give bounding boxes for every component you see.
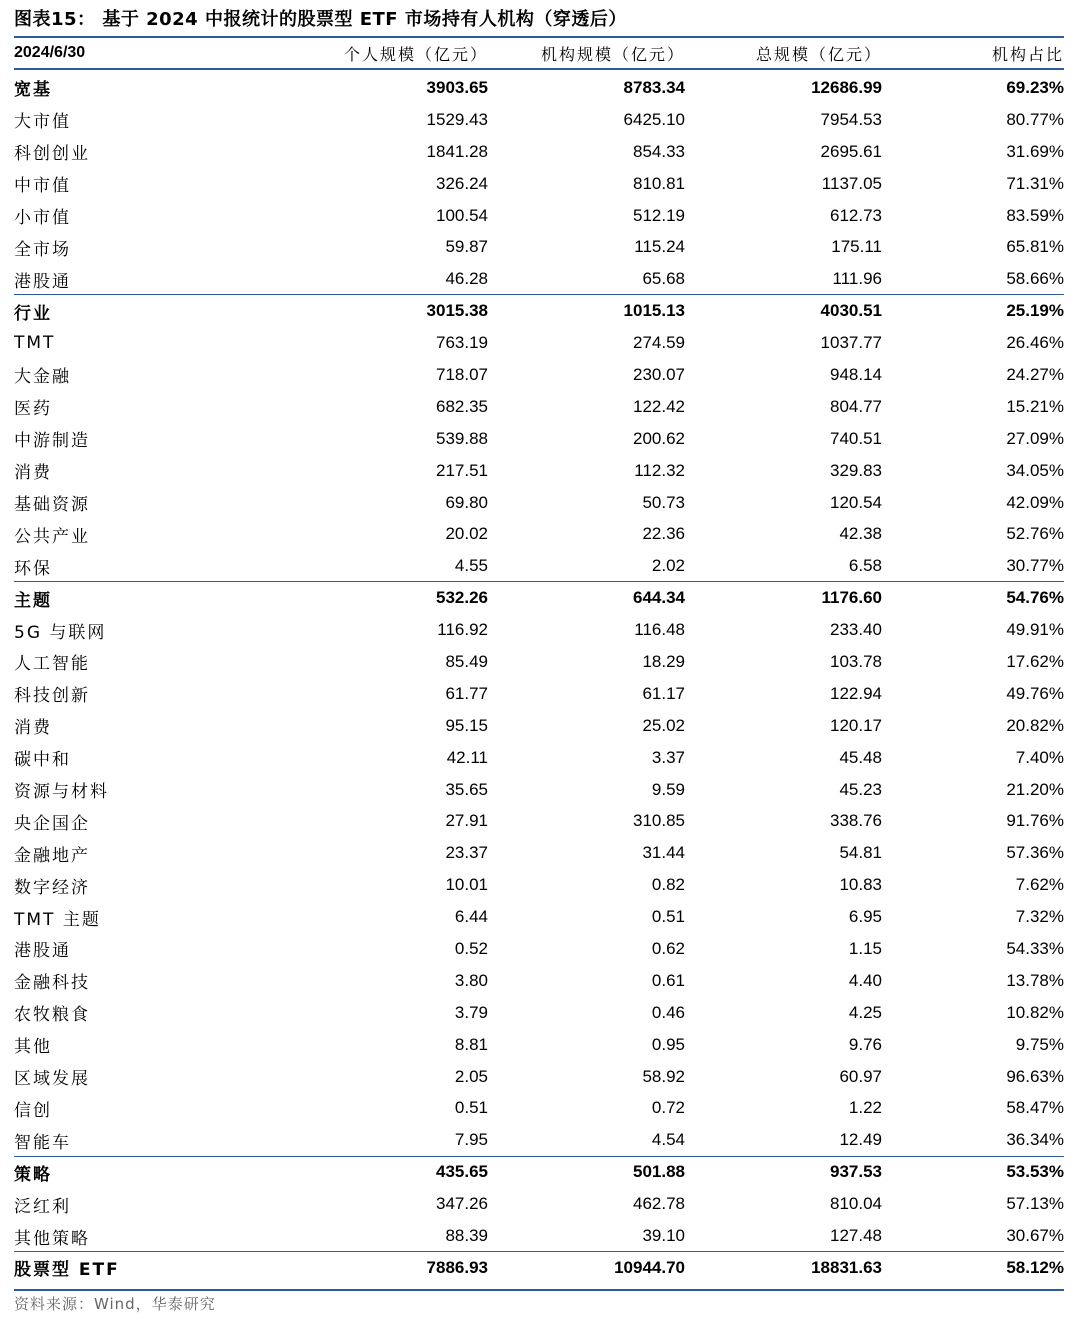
table-row [14, 1124, 1064, 1156]
section-rule [14, 294, 1064, 295]
cell-ratio: 42.09% [1006, 492, 1064, 512]
section-row [14, 1252, 1064, 1284]
cell-individual: 0.52 [454, 938, 488, 958]
cell-total: 2695.61 [820, 141, 882, 161]
cell-institution: 854.33 [633, 141, 685, 161]
cell-individual: 23.37 [445, 843, 488, 863]
row-name: 宽基 [14, 80, 52, 101]
row-name: 大金融 [14, 367, 71, 388]
table-row [14, 805, 1064, 837]
cell-individual: 116.92 [437, 620, 488, 640]
table-row [14, 742, 1064, 774]
row-name: 全市场 [14, 239, 71, 260]
cell-institution: 512.19 [633, 205, 685, 225]
row-name: TMT 主题 [14, 909, 101, 930]
cell-individual: 7.95 [454, 1130, 488, 1150]
cell-institution: 8783.34 [623, 77, 685, 97]
cell-individual: 682.35 [436, 396, 488, 416]
cell-ratio: 34.05% [1006, 460, 1064, 480]
row-name: 信创 [14, 1100, 52, 1121]
cell-ratio: 57.13% [1006, 1194, 1064, 1214]
cell-total: 6.95 [848, 907, 882, 927]
cell-individual: 46.28 [445, 269, 488, 289]
cell-total: 4.40 [848, 970, 882, 990]
cell-institution: 0.72 [651, 1098, 685, 1118]
cell-total: 45.48 [839, 747, 882, 767]
cell-individual: 539.88 [436, 428, 488, 448]
table-row [14, 136, 1064, 168]
row-name: 农牧粮食 [14, 1005, 90, 1026]
cell-ratio: 26.46% [1006, 333, 1064, 353]
cell-ratio: 71.31% [1006, 173, 1064, 193]
row-name: 策略 [14, 1164, 52, 1185]
table-row [14, 1188, 1064, 1220]
cell-institution: 0.82 [651, 875, 685, 895]
cell-institution: 10944.70 [614, 1257, 685, 1277]
cell-ratio: 7.40% [1015, 747, 1064, 767]
cell-individual: 763.19 [436, 333, 488, 353]
header-ratio: 机构占比 [991, 44, 1064, 64]
cell-ratio: 96.63% [1006, 1066, 1064, 1086]
cell-individual: 42.11 [446, 747, 488, 767]
row-name: TMT [14, 333, 56, 354]
cell-total: 12686.99 [811, 77, 882, 97]
table-row [14, 774, 1064, 806]
cell-institution: 58.92 [642, 1066, 685, 1086]
cell-total: 1037.77 [820, 333, 882, 353]
cell-ratio: 27.09% [1006, 428, 1064, 448]
row-name: 港股通 [14, 271, 71, 292]
cell-institution: 112.32 [634, 460, 685, 480]
table-row [14, 965, 1064, 997]
table-row [14, 327, 1064, 359]
cell-total: 6.58 [848, 556, 882, 576]
table-row [14, 391, 1064, 423]
cell-total: 740.51 [830, 428, 882, 448]
cell-total: 10.83 [839, 875, 882, 895]
cell-individual: 61.77 [445, 683, 488, 703]
cell-ratio: 58.47% [1006, 1098, 1064, 1118]
cell-total: 810.04 [830, 1194, 882, 1214]
cell-individual: 8.81 [454, 1034, 488, 1054]
table-row [14, 869, 1064, 901]
cell-total: 937.53 [830, 1162, 882, 1182]
cell-individual: 217.51 [436, 460, 488, 480]
cell-total: 612.73 [830, 205, 882, 225]
cell-total: 127.48 [830, 1226, 882, 1245]
cell-ratio: 9.75% [1015, 1034, 1064, 1054]
cell-total: 948.14 [830, 364, 882, 384]
table-row [14, 550, 1064, 582]
header-date: 2024/6/30 [14, 44, 86, 61]
cell-ratio: 91.76% [1006, 811, 1064, 831]
cell-individual: 347.26 [436, 1194, 488, 1214]
cell-institution: 50.73 [642, 492, 685, 512]
row-name: 医药 [14, 399, 52, 420]
cell-individual: 718.07 [436, 364, 488, 384]
row-name: 智能车 [14, 1132, 71, 1153]
cell-ratio: 53.53% [1006, 1162, 1064, 1182]
table-row [14, 901, 1064, 933]
cell-institution: 22.36 [642, 524, 685, 544]
table-row [14, 455, 1064, 487]
cell-total: 1137.05 [821, 173, 882, 193]
cell-total: 1.22 [848, 1098, 882, 1118]
row-name: 中市值 [14, 176, 71, 197]
cell-institution: 115.24 [634, 237, 685, 257]
cell-individual: 4.55 [454, 556, 488, 576]
cell-total: 120.54 [830, 492, 882, 512]
row-name: 区域发展 [14, 1069, 90, 1090]
table-row [14, 359, 1064, 391]
cell-individual: 1841.28 [426, 141, 488, 161]
table-row [14, 678, 1064, 710]
cell-ratio: 24.27% [1006, 364, 1064, 384]
row-name: 资源与材料 [14, 782, 109, 803]
section-rule [14, 1156, 1064, 1157]
cell-ratio: 49.76% [1006, 683, 1064, 703]
table-row [14, 168, 1064, 200]
table-row [14, 933, 1064, 965]
cell-total: 175.11 [831, 237, 882, 257]
cell-institution: 310.85 [633, 811, 685, 831]
cell-individual: 69.80 [445, 492, 488, 512]
row-name: 主题 [14, 590, 52, 611]
table-row [14, 487, 1064, 519]
cell-institution: 4.54 [651, 1130, 685, 1150]
cell-individual: 6.44 [454, 907, 488, 927]
cell-institution: 0.46 [651, 1002, 685, 1022]
cell-individual: 532.26 [436, 588, 488, 608]
section-rule [14, 581, 1064, 582]
cell-institution: 0.61 [651, 970, 685, 990]
section-row [14, 295, 1064, 327]
header-rule [14, 68, 1064, 70]
cell-total: 9.76 [848, 1034, 882, 1054]
cell-institution: 61.17 [642, 683, 685, 703]
cell-institution: 65.68 [642, 269, 685, 289]
cell-institution: 116.48 [634, 620, 685, 640]
row-name: 泛红利 [14, 1196, 71, 1217]
section-row [14, 72, 1064, 104]
figure-title: 图表15： 基于 2024 中报统计的股票型 ETF 市场持有人机构（穿透后） [14, 9, 627, 30]
cell-institution: 122.42 [633, 396, 685, 416]
cell-ratio: 54.33% [1006, 938, 1064, 958]
cell-institution: 2.02 [651, 556, 685, 576]
table-row [14, 200, 1064, 232]
cell-ratio: 20.82% [1006, 715, 1064, 735]
cell-institution: 462.78 [633, 1194, 685, 1214]
table-row [14, 423, 1064, 455]
cell-total: 329.83 [830, 460, 882, 480]
row-name: 5G 与联网 [14, 622, 107, 643]
cell-institution: 9.59 [651, 779, 685, 799]
cell-institution: 274.59 [633, 333, 685, 353]
cell-ratio: 36.34% [1006, 1130, 1064, 1150]
cell-ratio: 65.81% [1006, 237, 1064, 257]
cell-ratio: 31.69% [1006, 141, 1064, 161]
row-name: 人工智能 [14, 654, 90, 675]
cell-individual: 20.02 [445, 524, 488, 544]
cell-total: 120.17 [830, 715, 882, 735]
cell-ratio: 7.62% [1015, 875, 1064, 895]
cell-individual: 0.51 [454, 1098, 488, 1118]
cell-total: 7954.53 [820, 109, 882, 129]
cell-individual: 10.01 [445, 875, 488, 895]
row-name: 数字经济 [14, 877, 90, 898]
cell-total: 1.15 [848, 938, 882, 958]
cell-individual: 2.05 [454, 1066, 488, 1086]
cell-individual: 59.87 [445, 237, 488, 257]
cell-individual: 3903.65 [426, 77, 488, 97]
section-row [14, 582, 1064, 614]
row-name: 小市值 [14, 208, 71, 228]
cell-institution: 0.62 [651, 938, 685, 958]
cell-individual: 3.79 [454, 1002, 488, 1022]
cell-institution: 644.34 [633, 588, 685, 608]
table-row [14, 1029, 1064, 1061]
cell-institution: 200.62 [633, 428, 685, 448]
table-row [14, 1061, 1064, 1093]
row-name: 央企国企 [14, 813, 90, 834]
table-row [14, 646, 1064, 678]
cell-ratio: 10.82% [1006, 1002, 1064, 1022]
cell-individual: 435.65 [436, 1162, 488, 1182]
row-name: 其他策略 [14, 1228, 90, 1249]
row-name: 行业 [14, 303, 52, 324]
cell-institution: 1015.13 [623, 301, 685, 321]
cell-total: 1176.60 [821, 588, 882, 608]
cell-ratio: 54.76% [1006, 588, 1064, 608]
cell-individual: 27.91 [445, 811, 488, 831]
cell-institution: 31.44 [642, 843, 685, 863]
cell-institution: 39.10 [642, 1226, 685, 1245]
section-rule [14, 1251, 1064, 1252]
row-name: 科技创新 [14, 686, 90, 707]
cell-institution: 501.88 [633, 1162, 685, 1182]
cell-ratio: 58.66% [1006, 269, 1064, 289]
cell-institution: 810.81 [633, 173, 685, 193]
cell-ratio: 7.32% [1015, 907, 1064, 927]
row-name: 金融地产 [14, 845, 90, 866]
row-name: 大市值 [14, 112, 71, 133]
row-name: 中游制造 [14, 431, 90, 452]
cell-ratio: 83.59% [1006, 205, 1064, 225]
cell-ratio: 15.21% [1006, 396, 1064, 416]
header-total: 总规模（亿元） [755, 44, 882, 64]
cell-total: 4030.51 [820, 301, 882, 321]
cell-individual: 1529.43 [426, 109, 488, 129]
cell-ratio: 30.67% [1006, 1226, 1064, 1245]
row-name: 科创创业 [14, 144, 90, 165]
cell-individual: 95.15 [445, 715, 488, 735]
cell-institution: 6425.10 [623, 109, 685, 129]
row-name: 港股通 [14, 941, 71, 962]
table-header [14, 38, 1064, 68]
header-individual: 个人规模（亿元） [343, 44, 488, 64]
cell-total: 103.78 [830, 651, 882, 671]
cell-institution: 25.02 [642, 715, 685, 735]
row-name: 金融科技 [14, 973, 90, 994]
cell-ratio: 52.76% [1006, 524, 1064, 544]
data-table [14, 72, 1064, 1284]
table-row [14, 518, 1064, 550]
cell-individual: 326.24 [436, 173, 488, 193]
cell-ratio: 80.77% [1006, 109, 1064, 129]
row-name: 其他 [14, 1037, 52, 1058]
cell-total: 233.40 [830, 620, 882, 640]
table-row [14, 104, 1064, 136]
cell-individual: 85.49 [445, 651, 488, 671]
cell-individual: 7886.93 [426, 1257, 488, 1277]
cell-institution: 18.29 [642, 651, 685, 671]
cell-ratio: 13.78% [1006, 970, 1064, 990]
cell-total: 122.94 [830, 683, 882, 703]
table-row [14, 710, 1064, 742]
cell-individual: 35.65 [445, 779, 488, 799]
cell-total: 54.81 [839, 843, 882, 863]
cell-ratio: 69.23% [1006, 77, 1064, 97]
cell-total: 338.76 [830, 811, 882, 831]
table-row [14, 1220, 1064, 1252]
row-name: 公共产业 [14, 526, 90, 547]
table-row [14, 837, 1064, 869]
cell-ratio: 49.91% [1006, 620, 1064, 640]
cell-individual: 100.54 [436, 205, 488, 225]
cell-institution: 0.95 [651, 1034, 685, 1054]
cell-total: 45.23 [839, 779, 882, 799]
table-row [14, 1093, 1064, 1125]
row-name: 消费 [14, 463, 52, 484]
table-row [14, 231, 1064, 263]
header-institution: 机构规模（亿元） [540, 44, 685, 64]
cell-ratio: 30.77% [1006, 556, 1064, 576]
cell-institution: 230.07 [633, 364, 685, 384]
table-row [14, 614, 1064, 646]
cell-ratio: 57.36% [1006, 843, 1064, 863]
cell-ratio: 21.20% [1006, 779, 1064, 799]
cell-total: 12.49 [839, 1130, 882, 1150]
cell-total: 18831.63 [811, 1257, 882, 1277]
cell-total: 60.97 [839, 1066, 882, 1086]
row-name: 碳中和 [14, 750, 71, 771]
cell-total: 111.96 [832, 269, 882, 289]
table-row [14, 263, 1064, 295]
cell-ratio: 58.12% [1006, 1257, 1064, 1277]
cell-individual: 3.80 [454, 970, 488, 990]
cell-total: 4.25 [848, 1002, 882, 1022]
cell-individual: 3015.38 [426, 301, 488, 321]
cell-total: 42.38 [839, 524, 882, 544]
cell-total: 804.77 [830, 396, 882, 416]
section-row [14, 1156, 1064, 1188]
row-name: 股票型 ETF [14, 1260, 120, 1281]
source-note: 资料来源：Wind，华泰研究 [14, 1295, 216, 1313]
cell-institution: 3.37 [651, 747, 685, 767]
row-name: 环保 [14, 558, 52, 579]
cell-ratio: 25.19% [1006, 301, 1064, 321]
cell-ratio: 17.62% [1006, 651, 1064, 671]
row-name: 消费 [14, 718, 52, 739]
table-row [14, 997, 1064, 1029]
row-name: 基础资源 [14, 495, 90, 516]
cell-individual: 88.39 [445, 1226, 488, 1245]
cell-institution: 0.51 [651, 907, 685, 927]
